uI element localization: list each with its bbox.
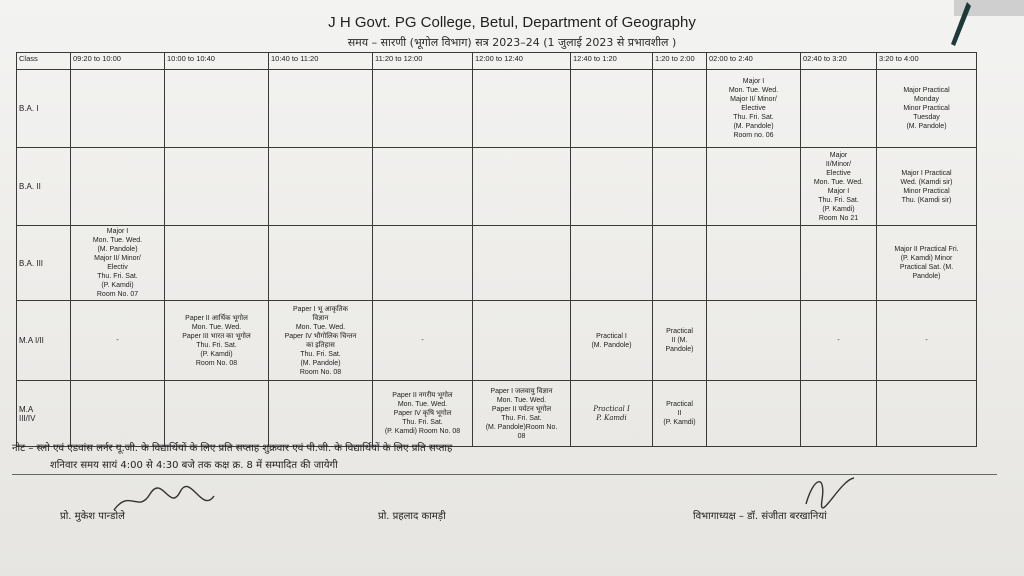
timetable-cell: - (373, 301, 473, 381)
timetable-cell (571, 148, 653, 226)
column-header: 10:00 to 10:40 (165, 53, 269, 70)
signature-middle: प्रो. प्रहलाद कामड़ी (378, 511, 446, 522)
note-line-2: शनिवार समय सायं 4:00 से 4:30 बजे तक कक्ष क्र. 8 में सम्पादित की जायेगी (50, 460, 338, 471)
timetable-cell: Major II/Minor/ Elective Mon. Tue. Wed. Major I Thu. Fri. Sat. (P. Kamdi) Room No 21 (801, 148, 877, 226)
timetable-cell: Major I Mon. Tue. Wed. Major II/ Minor/ Elective Thu. Fri. Sat. (M. Pandole) Room no. 06 (707, 70, 801, 148)
timetable-cell (801, 381, 877, 447)
timetable-cell (801, 70, 877, 148)
note-line-1: नोट – स्लो एवं एडवांस लर्नर यू.जी. के विद्यार्थियों के लिए प्रति सप्ताह शुक्रवार एवं पी.जी. के विद्यार्थियों के लिए प्रति सप्ताह (12, 443, 453, 454)
timetable-cell: Major II Practical Fri. (P. Kamdi) Minor Practical Sat. (M. Pandole) (877, 226, 977, 301)
timetable-cell (165, 148, 269, 226)
table-row (17, 148, 977, 226)
column-header: 11:20 to 12:00 (373, 53, 473, 70)
timetable-cell (373, 70, 473, 148)
timetable-cell (165, 226, 269, 301)
timetable-cell (653, 148, 707, 226)
timetable-cell: Major I Practical Wed. (Kamdi sir) Minor Practical Thu. (Kamdi sir) (877, 148, 977, 226)
timetable-cell: Practical II (P. Kamdi) (653, 381, 707, 447)
timetable-cell: Paper I भू आकृतिक विज्ञान Mon. Tue. Wed. Paper IV भौगोलिक चिन्तन का इतिहास Thu. Fri. Sat. (M. Pandole) Room No. 08 (269, 301, 373, 381)
column-header: 02:40 to 3:20 (801, 53, 877, 70)
timetable-cell (473, 70, 571, 148)
page-title: J H Govt. PG College, Betul, Department of Geography (328, 14, 696, 31)
column-header: Class (17, 53, 71, 70)
class-label: B.A. III (17, 226, 71, 301)
class-label: M.A III/IV (17, 381, 71, 447)
timetable-cell: - (877, 301, 977, 381)
column-header: 12:00 to 12:40 (473, 53, 571, 70)
timetable-cell (71, 148, 165, 226)
column-header: 10:40 to 11:20 (269, 53, 373, 70)
column-header: 02:00 to 2:40 (707, 53, 801, 70)
timetable-cell: - (801, 301, 877, 381)
class-label: B.A. I (17, 70, 71, 148)
timetable-cell (373, 226, 473, 301)
timetable-cell (571, 226, 653, 301)
timetable-cell (269, 70, 373, 148)
timetable-cell (473, 301, 571, 381)
note (12, 440, 1002, 474)
timetable-cell: Practical II (M. Pandole) (653, 301, 707, 381)
timetable-header-row (17, 53, 977, 70)
timetable-cell: Paper II आर्थिक भूगोल Mon. Tue. Wed. Paper III भारत का भूगोल Thu. Fri. Sat. (P. Kamdi) Room No. 08 (165, 301, 269, 381)
timetable-cell (165, 70, 269, 148)
column-header: 1:20 to 2:00 (653, 53, 707, 70)
timetable-cell (571, 70, 653, 148)
table-row (17, 301, 977, 381)
timetable-cell (653, 226, 707, 301)
timetable-cell: Paper I जलवायु विज्ञान Mon. Tue. Wed. Paper II पर्यटन भूगोल Thu. Fri. Sat. (M. Pandole)Room No. 08 (473, 381, 571, 447)
timetable-cell (165, 381, 269, 447)
page-subtitle: समय – सारणी (भूगोल विभाग) सत्र 2023–24 (1 जुलाई 2023 से प्रभावशील ) (347, 36, 677, 49)
column-header: 12:40 to 1:20 (571, 53, 653, 70)
timetable-cell (707, 301, 801, 381)
signature-scribble-left (110, 484, 220, 518)
timetable-body (17, 70, 977, 447)
timetable-cell: Practical I P. Kamdi (571, 381, 653, 447)
signature-left: प्रो. मुकेश पान्डोले (60, 511, 125, 522)
timetable-cell (71, 70, 165, 148)
timetable-cell (71, 381, 165, 447)
timetable-cell (801, 226, 877, 301)
timetable (16, 52, 977, 447)
timetable-cell (373, 148, 473, 226)
timetable-cell (707, 226, 801, 301)
column-header: 09:20 to 10:00 (71, 53, 165, 70)
timetable-cell (269, 226, 373, 301)
timetable-cell (473, 148, 571, 226)
timetable-cell (653, 70, 707, 148)
table-row (17, 381, 977, 447)
timetable-cell: - (71, 301, 165, 381)
timetable-cell: Practical I (M. Pandole) (571, 301, 653, 381)
timetable-cell: Major I Mon. Tue. Wed. (M. Pandole) Major II/ Minor/ Electiv Thu. Fri. Sat. (P. Kamdi) Room No. 07 (71, 226, 165, 301)
table-row (17, 70, 977, 148)
timetable-cell: Major Practical Monday Minor Practical Tuesday (M. Pandole) (877, 70, 977, 148)
timetable-cell (269, 381, 373, 447)
signature-scribble-right (800, 470, 860, 510)
timetable-cell (473, 226, 571, 301)
signature-right: विभागाध्यक्ष – डॉ. संजीता बरखानियां (693, 511, 827, 522)
timetable-cell (269, 148, 373, 226)
timetable-cell: Paper II नगरीय भूगोल Mon. Tue. Wed. Paper IV कृषि भूगोल Thu. Fri. Sat. (P. Kamdi) Room No. 08 (373, 381, 473, 447)
timetable-cell (877, 381, 977, 447)
class-label: B.A. II (17, 148, 71, 226)
timetable-cell (707, 148, 801, 226)
class-label: M.A I/II (17, 301, 71, 381)
column-header: 3:20 to 4:00 (877, 53, 977, 70)
table-row (17, 226, 977, 301)
timetable-cell (707, 381, 801, 447)
